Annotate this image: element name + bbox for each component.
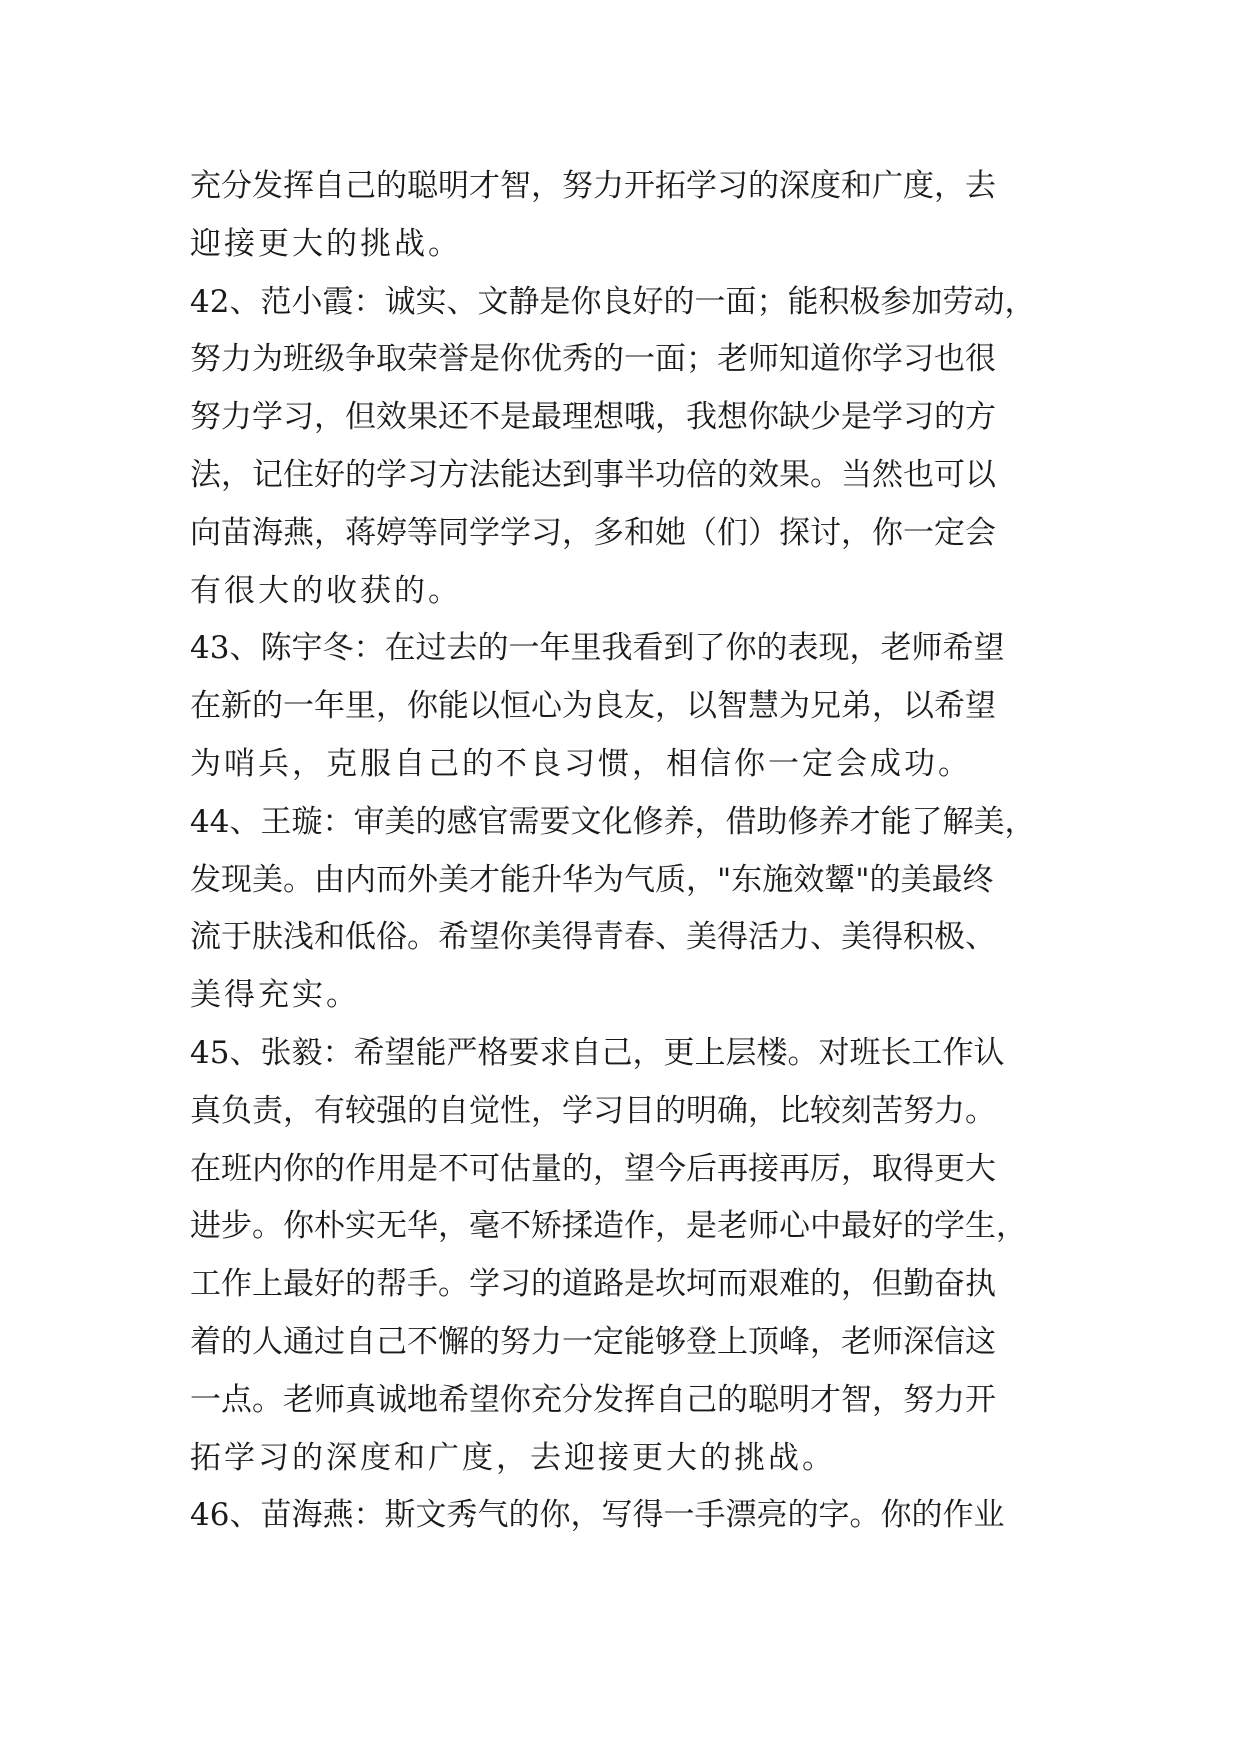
text-line: 着的人通过自己不懈的努力一定能够登上顶峰，老师深信这	[190, 1323, 996, 1360]
text-line: 42、范小霞：诚实、文静是你良好的一面；能积极参加劳动，	[190, 283, 1036, 320]
text-line: 向苗海燕，蒋婷等同学学习，多和她（们）探讨，你一定会	[190, 514, 996, 551]
document-body	[190, 158, 1070, 1545]
text-line: 46、苗海燕：斯文秀气的你，写得一手漂亮的字。你的作业	[190, 1497, 1005, 1534]
text-line: 44、王璇：审美的感官需要文化修养，借助修养才能了解美，	[190, 803, 1036, 840]
text-line: 43、陈宇冬：在过去的一年里我看到了你的表现，老师希望	[190, 630, 1005, 667]
text-line: 45、张毅：希望能严格要求自己，更上层楼。对班长工作认	[190, 1034, 1005, 1071]
text-line: 在班内你的作用是不可估量的，望今后再接再厉，取得更大	[190, 1150, 996, 1187]
text-line: 发现美。由内而外美才能升华为气质，"东施效颦"的美最终	[190, 861, 994, 898]
text-line: 为哨兵，克服自己的不良习惯，相信你一定会成功。	[190, 745, 972, 782]
text-line: 拓学习的深度和广度，去迎接更大的挑战。	[190, 1439, 836, 1476]
text-line: 充分发挥自己的聪明才智，努力开拓学习的深度和广度，去	[190, 168, 996, 204]
text-line: 努力学习，但效果还不是最理想哦，我想你缺少是学习的方	[190, 399, 996, 436]
text-line: 流于肤浅和低俗。希望你美得青春、美得活力、美得积极、	[190, 919, 996, 956]
text-line: 一点。老师真诚地希望你充分发挥自己的聪明才智，努力开	[190, 1381, 996, 1418]
text-line: 进步。你朴实无华，毫不矫揉造作，是老师心中最好的学生，	[190, 1208, 1027, 1245]
text-line: 法，记住好的学习方法能达到事半功倍的效果。当然也可以	[190, 456, 996, 493]
text-line: 努力为班级争取荣誉是你优秀的一面；老师知道你学习也很	[190, 341, 996, 378]
text-line: 有很大的收获的。	[190, 572, 462, 609]
text-line: 在新的一年里，你能以恒心为良友，以智慧为兄弟，以希望	[190, 688, 996, 725]
text-line: 美得充实。	[190, 977, 360, 1014]
text-line: 工作上最好的帮手。学习的道路是坎坷而艰难的，但勤奋执	[190, 1266, 996, 1303]
text-line: 真负责，有较强的自觉性，学习目的明确，比较刻苦努力。	[190, 1092, 996, 1129]
text-line: 迎接更大的挑战。	[190, 225, 462, 262]
